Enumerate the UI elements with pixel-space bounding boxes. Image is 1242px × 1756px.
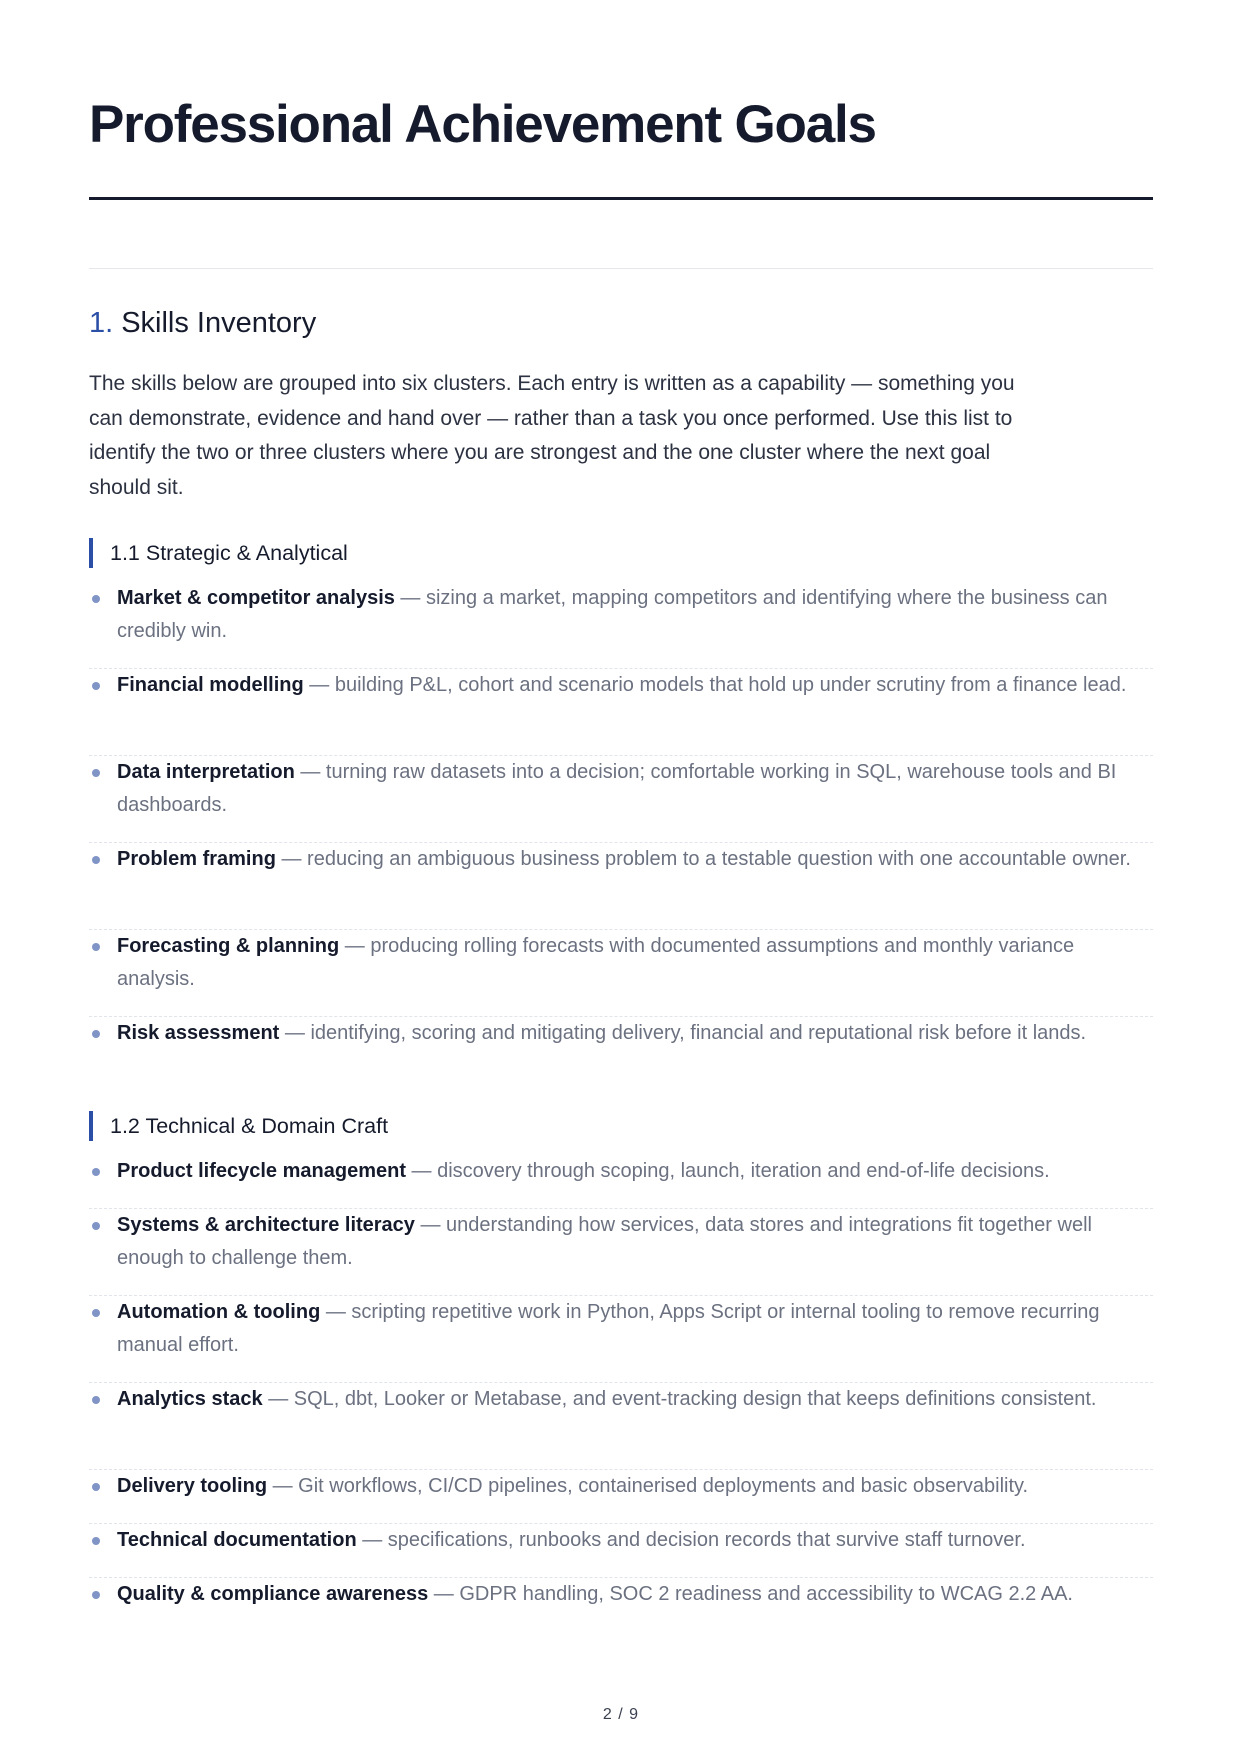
bullet-icon [92,769,100,777]
list-item [89,1524,1153,1578]
skill-name: Risk assessment [117,1022,280,1044]
list-item [89,1578,1153,1631]
bullet-icon [92,1591,100,1599]
skill-description: — specifications, runbooks and decision records that survive staff turnover. [356,1529,1026,1551]
skill-name: Data interpretation [117,761,295,783]
section-intro: The skills below are grouped into six clusters. Each entry is written as a capability — something you can demonstrate, evidence and hand over — rather than a task you once performed. Use this list to identify the two or three clusters where you are strongest and the one cluster where the next goal should sit. [89,372,1015,499]
skill-description: — GDPR handling, SOC 2 readiness and accessibility to WCAG 2.2 AA. [428,1583,1073,1605]
list-item [89,1296,1153,1383]
bullet-icon [92,1168,100,1176]
skill-list-technical [89,1155,1153,1631]
list-item [89,669,1153,756]
skill-name: Market & competitor analysis [117,587,395,609]
list-item [89,1383,1153,1470]
section-title: Skills Inventory [121,307,317,339]
skill-name: Financial modelling [117,674,304,696]
skill-name: Automation & tooling [117,1301,321,1323]
skill-description: — SQL, dbt, Looker or Metabase, and event-tracking design that keeps definitions consistent. [262,1388,1097,1410]
list-item [89,1017,1153,1070]
bullet-icon [92,1309,100,1317]
list-item [89,1470,1153,1524]
skill-name: Technical documentation [117,1529,357,1551]
skill-description: — producing rolling forecasts with documented assumptions and monthly variance analysis. [117,935,1075,990]
skill-name: Forecasting & planning [117,935,340,957]
skill-name: Problem framing [117,848,276,870]
list-item [89,930,1153,1017]
cluster-heading-strategic: 1.1 Strategic & Analytical [89,538,348,568]
skill-name: Product lifecycle management [117,1160,406,1182]
skill-description: — discovery through scoping, launch, iteration and end-of-life decisions. [405,1160,1050,1182]
bullet-icon [92,1396,100,1404]
list-item [89,582,1153,669]
skill-description: — sizing a market, mapping competitors and identifying where the business can credibly win. [117,587,1108,642]
list-item [89,756,1153,843]
title-divider [89,197,1153,200]
skill-description: — turning raw datasets into a decision; comfortable working in SQL, warehouse tools and BI dashboards. [117,761,1117,816]
bullet-icon [92,1030,100,1038]
document-title: Professional Achievement Goals [89,95,876,154]
list-item [89,843,1153,930]
skill-name: Systems & architecture literacy [117,1214,415,1236]
skill-list-strategic [89,582,1153,1070]
bullet-icon [92,1222,100,1230]
bullet-icon [92,1537,100,1545]
skill-description: — building P&L, cohort and scenario models that hold up under scrutiny from a finance lead. [303,674,1127,696]
bullet-icon [92,856,100,864]
skill-description: — scripting repetitive work in Python, Apps Script or internal tooling to remove recurring manual effort. [117,1301,1100,1356]
page-number: 2 / 9 [602,1706,640,1723]
cluster-heading-technical: 1.2 Technical & Domain Craft [89,1111,388,1141]
skill-description: — Git workflows, CI/CD pipelines, containerised deployments and basic observability. [267,1475,1029,1497]
list-item [89,1155,1153,1209]
list-item [89,1209,1153,1296]
skill-name: Quality & compliance awareness [117,1583,429,1605]
bullet-icon [92,1483,100,1491]
skill-name: Delivery tooling [117,1475,268,1497]
bullet-icon [92,682,100,690]
skill-description: — identifying, scoring and mitigating delivery, financial and reputational risk before it lands. [279,1022,1087,1044]
skill-name: Analytics stack [117,1388,263,1410]
section-heading [89,302,316,344]
bullet-icon [92,595,100,603]
section-divider [89,268,1153,269]
skill-description: — reducing an ambiguous business problem to a testable question with one accountable owner. [275,848,1131,870]
skill-description: — understanding how services, data stores and integrations fit together well enough to challenge them. [117,1214,1092,1269]
bullet-icon [92,943,100,951]
section-number: 1. [89,307,114,339]
